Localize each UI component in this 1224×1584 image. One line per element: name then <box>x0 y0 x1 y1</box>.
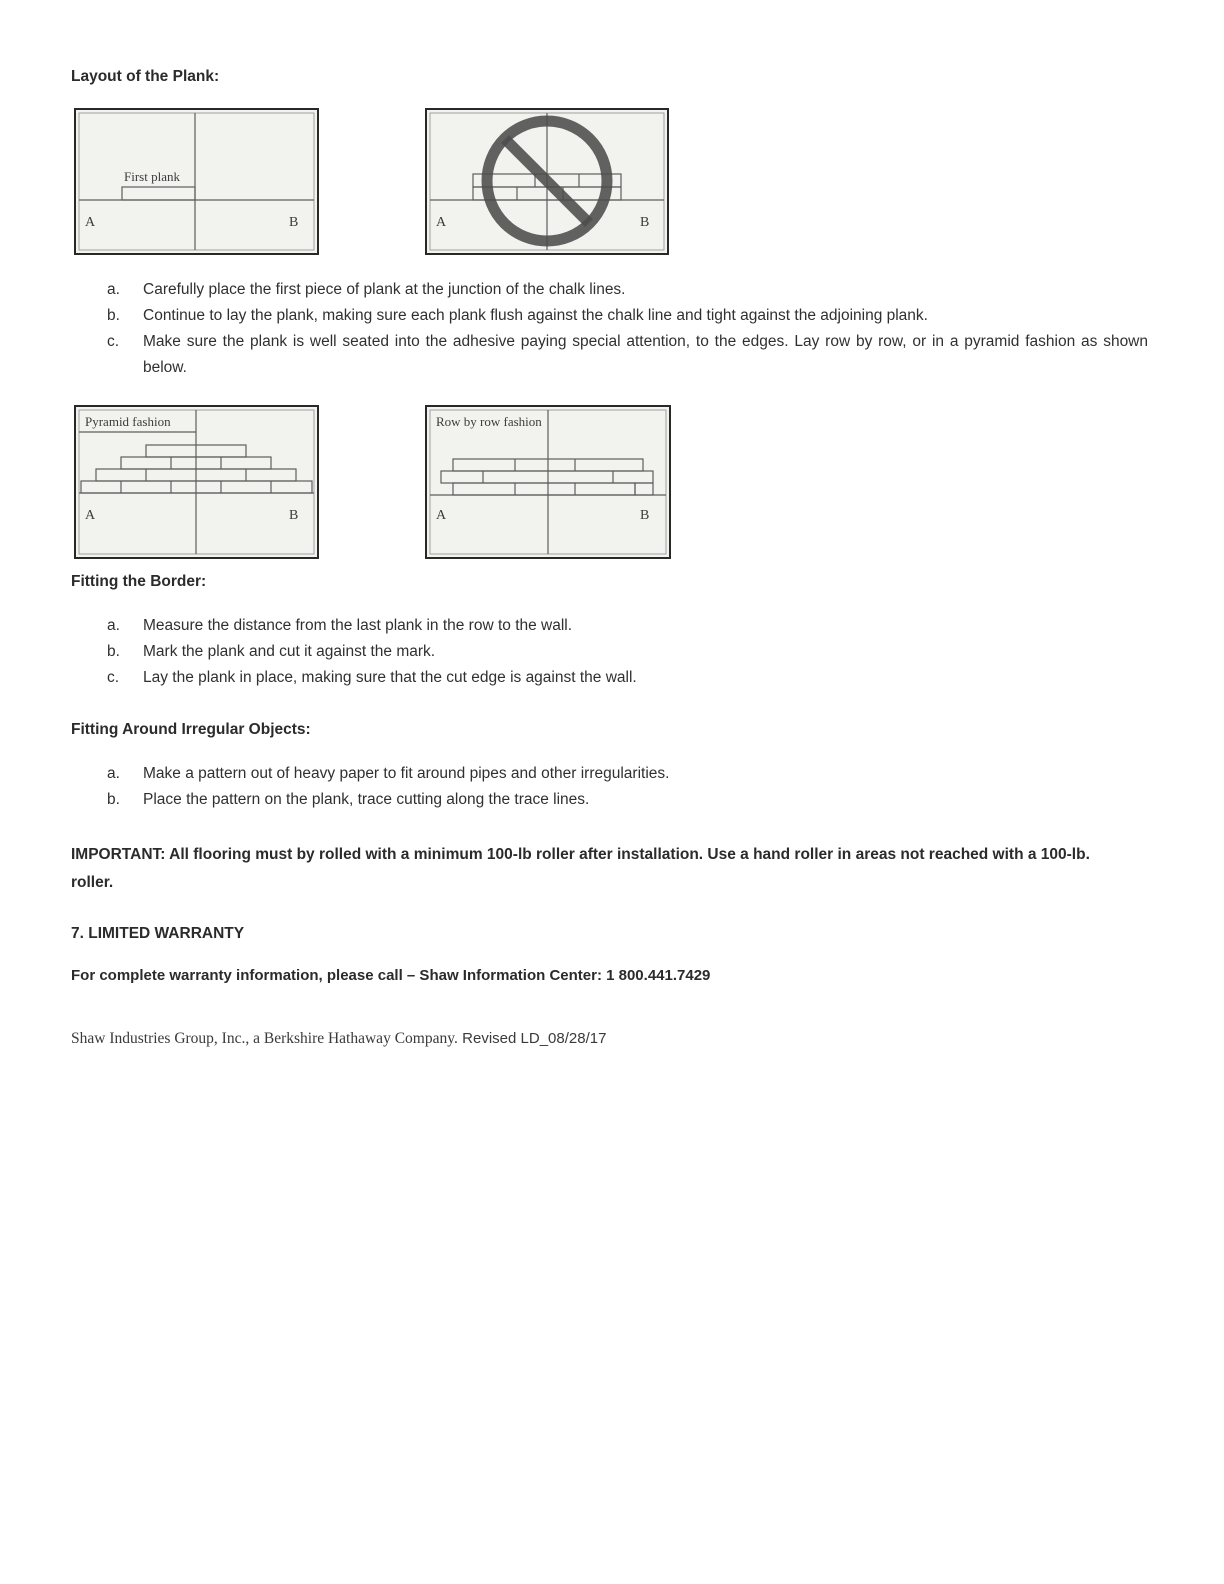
corner-a-label: A <box>85 508 96 523</box>
instruction-item <box>107 787 1148 813</box>
instruction-item <box>107 329 1148 381</box>
row-by-row-label: Row by row fashion <box>436 414 542 429</box>
instruction-item <box>107 665 1148 691</box>
item-text: Carefully place the first piece of plank at the junction of the chalk lines. <box>143 281 626 298</box>
layout-heading: Layout of the Plank: <box>71 68 220 85</box>
limited-warranty-heading: 7. LIMITED WARRANTY <box>71 925 245 942</box>
item-marker: a. <box>107 765 120 782</box>
first-plank-label: First plank <box>124 169 180 184</box>
item-text: Place the pattern on the plank, trace cutting along the trace lines. <box>143 791 590 808</box>
instruction-item <box>107 277 1148 303</box>
fitting-border-steps-list <box>107 613 1148 691</box>
item-marker: a. <box>107 281 120 298</box>
footer-line <box>71 1030 1148 1048</box>
warranty-info-line: For complete warranty information, please call – Shaw Information Center: 1 800.441.7429 <box>71 967 711 984</box>
corner-b-label: B <box>289 508 299 523</box>
layout-diagrams-row <box>74 108 1148 255</box>
fitting-border-heading: Fitting the Border: <box>71 573 207 590</box>
instruction-item <box>107 761 1148 787</box>
item-text: Continue to lay the plank, making sure each plank flush against the chalk line and tight against the adjoining plank. <box>143 307 928 324</box>
item-marker: a. <box>107 617 120 634</box>
pattern-diagrams-row <box>74 405 1148 559</box>
pyramid-fashion-diagram <box>74 405 319 559</box>
corner-b-label: B <box>640 215 650 230</box>
corner-a-label: A <box>85 215 96 230</box>
instruction-item <box>107 303 1148 329</box>
item-marker: b. <box>107 643 120 660</box>
pyramid-fashion-diagram-svg <box>76 407 317 557</box>
item-text: Make a pattern out of heavy paper to fit around pipes and other irregularities. <box>143 765 670 782</box>
corner-b-label: B <box>640 508 650 523</box>
layout-steps-list <box>107 277 1148 381</box>
item-marker: b. <box>107 791 120 808</box>
item-text: Mark the plank and cut it against the mark. <box>143 643 436 660</box>
footer-company-text: Shaw Industries Group, Inc., a Berkshire Hathaway Company. <box>71 1030 458 1047</box>
important-note: IMPORTANT: All flooring must by rolled with a minimum 100-lb roller after installation. Use a hand roller in areas not reached with a 100-lb. roller. <box>71 846 1090 891</box>
item-text: Make sure the plank is well seated into the adhesive paying special attention, to the edges. Lay row by row, or in a pyramid fashion as shown below. <box>143 333 1148 376</box>
item-marker: c. <box>107 333 120 350</box>
item-marker: b. <box>107 307 120 324</box>
prohibited-layout-diagram <box>425 108 669 255</box>
item-text: Measure the distance from the last plank in the row to the wall. <box>143 617 573 634</box>
first-plank-diagram-svg <box>76 110 317 253</box>
instruction-item <box>107 613 1148 639</box>
instruction-item <box>107 639 1148 665</box>
item-text: Lay the plank in place, making sure that the cut edge is against the wall. <box>143 669 637 686</box>
row-by-row-diagram-svg <box>427 407 669 557</box>
item-marker: c. <box>107 669 120 686</box>
corner-b-label: B <box>289 215 299 230</box>
pyramid-label: Pyramid fashion <box>85 414 171 429</box>
first-plank-diagram <box>74 108 319 255</box>
fitting-irregular-steps-list <box>107 761 1148 813</box>
prohibited-layout-diagram-svg <box>427 110 667 253</box>
corner-a-label: A <box>436 508 447 523</box>
row-by-row-diagram <box>425 405 671 559</box>
corner-a-label: A <box>436 215 447 230</box>
fitting-irregular-heading: Fitting Around Irregular Objects: <box>71 721 311 738</box>
footer-revision-text: Revised LD_08/28/17 <box>462 1030 607 1047</box>
